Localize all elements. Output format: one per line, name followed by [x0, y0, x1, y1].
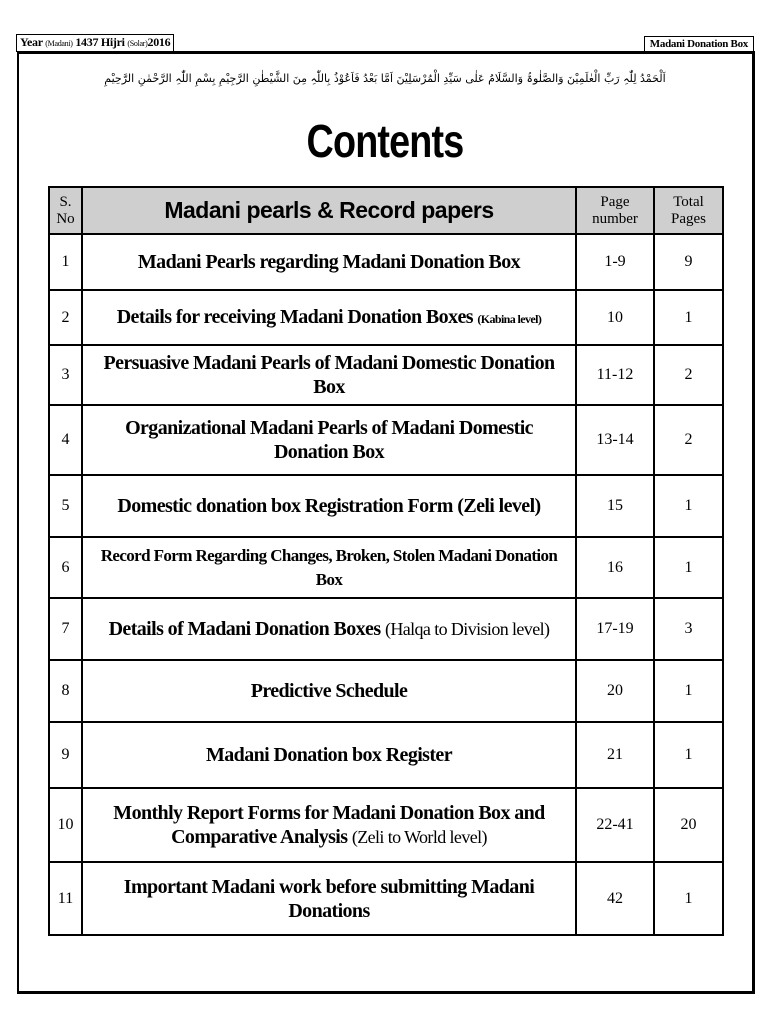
- row-page-number: 15: [576, 475, 654, 537]
- row-title-text: Important Madani work before submitting Madani Donations: [123, 875, 535, 922]
- row-page-number: 22-41: [576, 788, 654, 862]
- row-total-pages: 3: [654, 598, 723, 660]
- row-total-pages: 2: [654, 345, 723, 405]
- row-sno: 3: [49, 345, 82, 405]
- row-title: [82, 862, 576, 935]
- row-total-pages: 1: [654, 862, 723, 935]
- year-solar: (Solar): [127, 39, 148, 48]
- row-sno: 1: [49, 234, 82, 290]
- contents-table: [48, 186, 724, 936]
- row-title-text: Predictive Schedule: [250, 680, 408, 702]
- header-sno: S. No: [49, 187, 82, 234]
- row-sno: 10: [49, 788, 82, 862]
- row-total-pages: 20: [654, 788, 723, 862]
- row-total-pages: 1: [654, 290, 723, 345]
- row-page-number: 16: [576, 537, 654, 598]
- row-page-number: 20: [576, 660, 654, 722]
- row-total-pages: 2: [654, 405, 723, 475]
- table-row: [49, 290, 723, 345]
- row-title: [82, 475, 576, 537]
- row-title-text: Details of Madani Donation Boxes: [108, 618, 381, 640]
- row-page-number: 1-9: [576, 234, 654, 290]
- year-prefix: Year: [20, 35, 43, 49]
- hijri-year: 1437 Hijri: [75, 35, 125, 49]
- row-title-text: Organizational Madani Pearls of Madani Domestic Donation Box: [125, 417, 533, 463]
- row-title-text: Details for receiving Madani Donation Boxes: [116, 305, 473, 328]
- row-sno: 8: [49, 660, 82, 722]
- row-title-text: Record Form Regarding Changes, Broken, Stolen Madani Donation Box: [100, 545, 558, 589]
- table-header-row: [49, 187, 723, 234]
- row-page-number: 10: [576, 290, 654, 345]
- table-row: [49, 405, 723, 475]
- row-title: [82, 660, 576, 722]
- table-row: [49, 722, 723, 788]
- row-title: [82, 788, 576, 862]
- row-sno: 11: [49, 862, 82, 935]
- table-row: [49, 598, 723, 660]
- row-title: [82, 290, 576, 345]
- row-sno: 5: [49, 475, 82, 537]
- row-page-number: 21: [576, 722, 654, 788]
- row-page-number: 17-19: [576, 598, 654, 660]
- row-total-pages: 1: [654, 722, 723, 788]
- row-title-text: Monthly Report Forms for Madani Donation Box and Comparative Analysis: [113, 802, 545, 848]
- table-body: [49, 234, 723, 935]
- row-title-level: (Zeli to World level): [351, 827, 487, 847]
- row-page-number: 11-12: [576, 345, 654, 405]
- row-sno: 7: [49, 598, 82, 660]
- page-title: Contents: [306, 115, 464, 167]
- row-title-text: Madani Pearls regarding Madani Donation Box: [137, 251, 521, 273]
- row-title: [82, 405, 576, 475]
- row-title-text: Madani Donation box Register: [206, 744, 452, 766]
- row-total-pages: 9: [654, 234, 723, 290]
- row-title: [82, 722, 576, 788]
- row-title: [82, 234, 576, 290]
- row-title-level: (Kabina level): [477, 311, 542, 326]
- table-row: [49, 345, 723, 405]
- table-row: [49, 234, 723, 290]
- row-title-text: Domestic donation box Registration Form (Zeli level): [117, 495, 541, 517]
- row-title-level: (Halqa to Division level): [384, 619, 550, 639]
- row-sno: 2: [49, 290, 82, 345]
- row-title-text: Persuasive Madani Pearls of Madani Domestic Donation Box: [103, 352, 555, 398]
- row-total-pages: 1: [654, 475, 723, 537]
- table-row: [49, 862, 723, 935]
- solar-year: 2016: [147, 35, 171, 49]
- row-sno: 6: [49, 537, 82, 598]
- header-page-number: Page number: [576, 187, 654, 234]
- row-title: [82, 537, 576, 598]
- year-label: [16, 34, 174, 52]
- table-row: [49, 475, 723, 537]
- row-total-pages: 1: [654, 660, 723, 722]
- table-row: [49, 537, 723, 598]
- table-row: [49, 660, 723, 722]
- row-total-pages: 1: [654, 537, 723, 598]
- row-title: [82, 345, 576, 405]
- header-title: Madani pearls & Record papers: [82, 187, 576, 234]
- row-sno: 4: [49, 405, 82, 475]
- row-sno: 9: [49, 722, 82, 788]
- row-page-number: 13-14: [576, 405, 654, 475]
- year-madani: (Madani): [45, 39, 73, 48]
- row-page-number: 42: [576, 862, 654, 935]
- arabic-invocation: اَلْحَمْدُ لِلّٰہِ رَبِّ الْعٰلَمِیْنَ وَالصَّلٰوۃُ وَالسَّلَامُ عَلٰی سَیِّدِ الْمُرْسَلِیْنَ اَمَّا بَعْدُ فَاَعُوْذُ بِاللّٰہِ مِنَ الشَّیْطٰنِ الرَّجِیْمِ بِسْمِ اللّٰہِ الرَّحْمٰنِ الرَّحِیْمِ: [104, 72, 666, 85]
- row-title: [82, 598, 576, 660]
- header-right-label: Madani Donation Box: [644, 36, 754, 52]
- table-row: [49, 788, 723, 862]
- header-total-pages: Total Pages: [654, 187, 723, 234]
